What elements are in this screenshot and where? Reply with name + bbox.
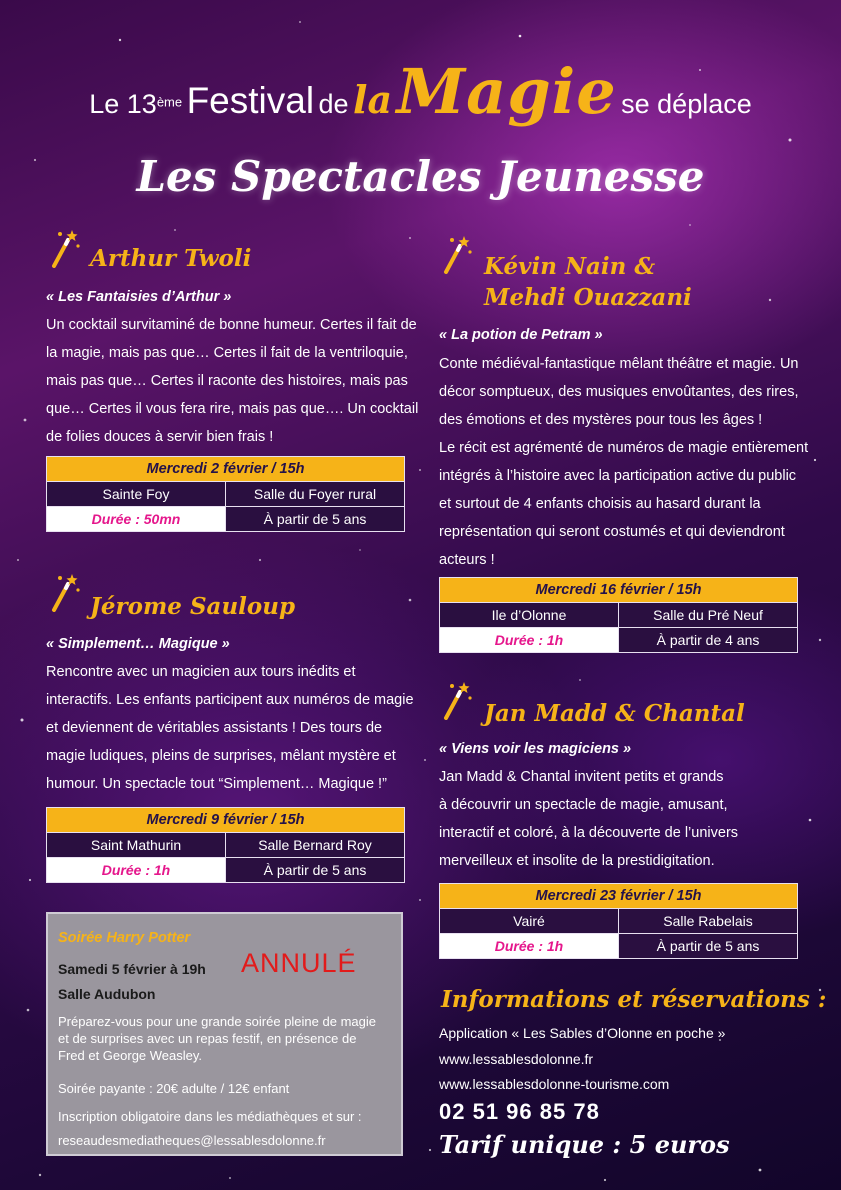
description-line: mais pas que… Certes il raconte des histoires, mais pas xyxy=(46,373,408,389)
description-line: de folies douces à servir bien frais ! xyxy=(46,429,274,445)
description-line: décor somptueux, des musiques envoûtantes, des rires, xyxy=(439,384,799,400)
description-line: acteurs ! xyxy=(439,552,495,568)
description-line: intégrés à l’histoire avec la participation active du public xyxy=(439,468,797,484)
event-title: Soirée Harry Potter xyxy=(58,930,191,946)
show-title: « Viens voir les magiciens » xyxy=(439,741,632,757)
show-description xyxy=(46,658,414,798)
description-line: Un cocktail survitaminé de bonne humeur. Certes il fait de xyxy=(46,317,417,333)
schedule-age: À partir de 4 ans xyxy=(619,628,798,653)
event-venue: Salle Audubon xyxy=(58,986,156,1002)
schedule-age: À partir de 5 ans xyxy=(619,934,798,959)
magic-wand-icon xyxy=(442,234,472,274)
description-line: magie ludiques, pleins de surprises, mêlant mystère et xyxy=(46,748,396,764)
schedule-town: Saint Mathurin xyxy=(47,833,226,858)
schedule-town: Ile d’Olonne xyxy=(440,603,619,628)
description-line: Rencontre avec un magicien aux tours inédits et xyxy=(46,664,356,680)
schedule-age: À partir de 5 ans xyxy=(226,507,405,532)
info-tourism-link[interactable]: www.lessablesdolonne-tourisme.com xyxy=(439,1076,670,1092)
schedule-duration: Durée : 1h xyxy=(440,934,619,959)
schedule-date: Mercredi 16 février / 15h xyxy=(440,578,798,603)
schedule-age: À partir de 5 ans xyxy=(226,858,405,883)
description-line: Jan Madd & Chantal invitent petits et grands xyxy=(439,769,724,785)
page-subtitle: Les Spectacles Jeunesse xyxy=(136,152,705,201)
schedule-venue: Salle du Pré Neuf xyxy=(619,603,798,628)
description-line: que… Certes il vous fera rire, mais pas que…. Un cocktail xyxy=(46,401,419,417)
festival-title xyxy=(0,55,841,128)
description-line: Préparez-vous pour une grande soirée pleine de magie xyxy=(58,1014,376,1029)
title-ordinal: ème xyxy=(156,94,183,110)
artist-name: Jan Madd & Chantal xyxy=(484,700,745,727)
description-line: humour. Un spectacle tout “Simplement… Magique !” xyxy=(46,776,387,792)
title-se-deplace: se déplace xyxy=(621,89,752,119)
description-line: représentation qui seront costumés et qui deviendront xyxy=(439,524,785,540)
description-line: la magie, mais pas que… Certes il fait de la ventriloquie, xyxy=(46,345,408,361)
show-title: « La potion de Petram » xyxy=(439,327,603,343)
title-festival: Festival xyxy=(186,80,315,121)
description-line: Fred et George Weasley. xyxy=(58,1048,203,1063)
schedule-duration: Durée : 1h xyxy=(440,628,619,653)
schedule-table xyxy=(439,883,798,959)
show-description xyxy=(46,311,418,451)
schedule-venue: Salle du Foyer rural xyxy=(226,482,405,507)
show-title: « Simplement… Magique » xyxy=(46,636,230,652)
magic-wand-icon xyxy=(50,572,80,612)
description-line: et de surprises avec un repas festif, en présence de xyxy=(58,1031,357,1046)
schedule-table xyxy=(46,456,405,532)
schedule-date: Mercredi 2 février / 15h xyxy=(47,457,405,482)
magic-wand-icon xyxy=(50,228,80,268)
info-phone[interactable]: 02 51 96 85 78 xyxy=(439,1099,600,1124)
description-line: et deviennent de véritables assistants ! Des tours de xyxy=(46,720,383,736)
title-le: Le 13 xyxy=(89,89,157,119)
schedule-venue: Salle Bernard Roy xyxy=(226,833,405,858)
description-line: merveilleux et insolite de la prestidigitation. xyxy=(439,853,715,869)
schedule-duration: Durée : 1h xyxy=(47,858,226,883)
schedule-town: Vairé xyxy=(440,909,619,934)
title-la: la xyxy=(353,77,393,122)
artist-name: Arthur Twoli xyxy=(90,245,252,272)
info-tarif: Tarif unique : 5 euros xyxy=(439,1130,730,1159)
info-app: Application « Les Sables d’Olonne en poche » xyxy=(439,1025,726,1041)
description-line: à découvrir un spectacle de magie, amusant, xyxy=(439,797,728,813)
description-line: et surtout de 4 enfants choisis au hasard durant la xyxy=(439,496,761,512)
description-line: Le récit est agrémenté de numéros de magie entièrement xyxy=(439,440,809,456)
show-description xyxy=(439,350,808,574)
show-title: « Les Fantaisies d’Arthur » xyxy=(46,289,232,305)
description-line: des émotions et des mystères pour tous les âges ! xyxy=(439,412,763,428)
harry-potter-event-box xyxy=(46,912,403,1156)
schedule-venue: Salle Rabelais xyxy=(619,909,798,934)
schedule-town: Sainte Foy xyxy=(47,482,226,507)
title-magie: Magie xyxy=(396,55,617,128)
cancelled-label: ANNULÉ xyxy=(241,948,357,978)
schedule-duration: Durée : 50mn xyxy=(47,507,226,532)
schedule-date: Mercredi 9 février / 15h xyxy=(47,808,405,833)
event-description xyxy=(58,1013,398,1064)
artist-name: Mehdi Ouazzani xyxy=(484,284,692,311)
info-website-link[interactable]: www.lessablesdolonne.fr xyxy=(439,1051,594,1067)
schedule-date: Mercredi 23 février / 15h xyxy=(440,884,798,909)
event-date: Samedi 5 février à 19h xyxy=(58,961,206,977)
event-price: Soirée payante : 20€ adulte / 12€ enfant xyxy=(58,1081,290,1096)
info-title: Informations et réservations : xyxy=(441,986,827,1013)
schedule-table xyxy=(46,807,405,883)
description-line: interactifs. Les enfants participent aux numéros de magie xyxy=(46,692,414,708)
event-signup: Inscription obligatoire dans les médiathèques et sur : xyxy=(58,1109,362,1124)
artist-name: Kévin Nain & xyxy=(484,253,656,280)
description-line: interactif et coloré, à la découverte de l’univers xyxy=(439,825,739,841)
event-email-link[interactable]: reseaudesmediatheques@lessablesdolonne.fr xyxy=(58,1133,326,1148)
schedule-table xyxy=(439,577,798,653)
magic-wand-icon xyxy=(442,680,472,720)
artist-name: Jérome Sauloup xyxy=(90,593,296,620)
description-line: Conte médiéval-fantastique mêlant théâtre et magie. Un xyxy=(439,356,799,372)
title-de: de xyxy=(318,89,349,119)
show-description xyxy=(439,763,738,875)
